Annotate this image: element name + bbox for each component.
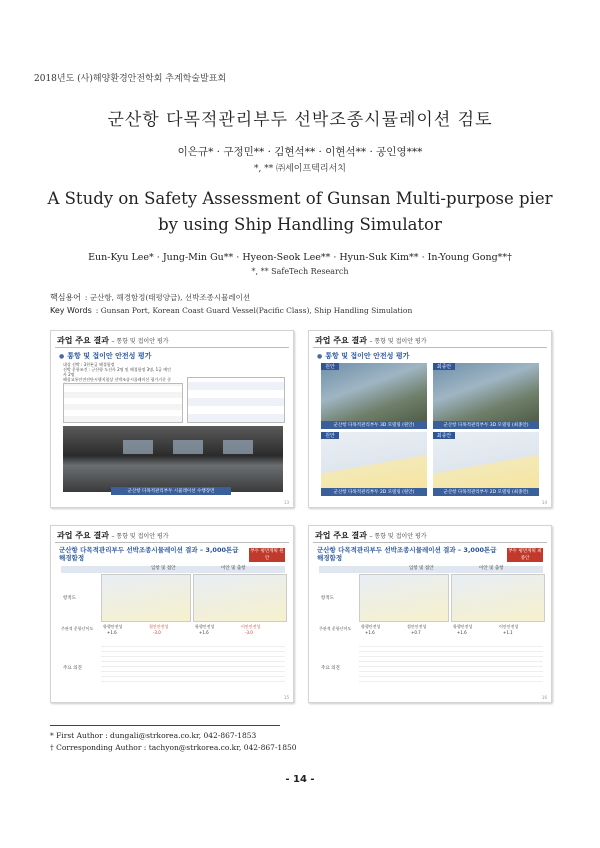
paper-title-english (0, 186, 600, 238)
slide-bullets: 대상 선박 : 3천톤급 해경함정 선박 운항조건 : 군산항 도선사 2명 및 해경함정 3명, 1급 예인사 2명 해상교통안전진단시행지침상 선박조종시뮬레이션 평가기준 준 (63, 362, 172, 382)
2d-model-final: 최종안 (433, 432, 539, 488)
row-label-difficulty: 주관적 운항난이도 (319, 626, 352, 631)
keywords-english (50, 306, 412, 315)
slide-subtitle: 군산항 다목적관리부두 선박조종시뮬레이션 결과 – 3,000톤급 해경함정 (317, 546, 497, 562)
footnote-corresponding-author: † Corresponding Author : tachyon@strkorea.co.kr, 042-867-1850 (50, 743, 297, 752)
row-label-opinion: 주요 의견 (321, 666, 340, 671)
slide-port-modeling: 과업 주요 결과 – 통항 및 접이안 평가 ● 통항 및 접이안 안전성 평가 원안 최종안 군산항 다목적관리부두 3D 모델링 (원안) 군산항 다목적관리부두 3D 모델링 (최종안) 원안 최종안 군산항 다목적관리부두 2D 모델링 (원안) 군산항 다목적관리부두 2D 모델링 (최종안) 14 (308, 330, 552, 508)
track-chart-deberthing (193, 574, 287, 622)
track-chart-deberthing (451, 574, 545, 622)
caption-3d-final: 군산항 다목적관리부두 3D 모델링 (최종안) (433, 421, 539, 429)
keywords-korean-text: : 군산항, 해경함정(태평양급), 선박조종시뮬레이션 (84, 293, 251, 302)
keywords-english-text: : Gunsan Port, Korean Coast Guard Vessel(Pacific Class), Ship Handling Simulation (95, 306, 413, 315)
criteria-table (187, 377, 285, 423)
row-label-track: 항적도 (321, 596, 335, 601)
caption-2d-final: 군산항 다목적관리부두 2D 모델링 (최종안) (433, 488, 539, 496)
slide-subtitle: ● 통항 및 접이안 안전성 평가 (317, 351, 409, 361)
footnote-divider (50, 725, 280, 726)
2d-model-original: 원안 (321, 432, 427, 488)
slide-result-final: 과업 주요 결과 – 통항 및 접이안 평가 군산항 다목적관리부두 선박조종시뮬레이션 결과 – 3,000톤급 해경함정 부두 평면계획 최종안 입항 및 접안 이안 및 출항 항적도 주관적 운항난이도 항행안전성 접안안전성 항행안전성 이안안전성 +1.6 +0.7 +1.6 +1.1 주요 의견 16 (308, 525, 552, 703)
title-en-line1: A Study on Safety Assessment of Gunsan Multi-purpose pier (47, 189, 553, 208)
slide-title: 과업 주요 결과 – 통항 및 접이안 평가 (57, 531, 169, 540)
keywords-korean-label: 핵심용어 (50, 293, 81, 302)
plan-badge: 부두 평면계획 최종안 (508, 549, 542, 561)
row-label-track: 항적도 (63, 596, 77, 601)
conference-header: 2018년도 (사)해양환경안전학회 추계학술발표회 (34, 74, 227, 84)
title-en-line2: by using Ship Handling Simulator (158, 215, 442, 234)
track-chart-berthing (101, 574, 191, 622)
caption-2d-original: 군산항 다목적관리부두 2D 모델링 (원안) (321, 488, 427, 496)
row-label-difficulty: 주관적 운항난이도 (61, 626, 94, 631)
slide-simulation-scene: 과업 주요 결과 – 통항 및 접이안 평가 ● 통항 및 접이안 안전성 평가 대상 선박 : 3천톤급 해경함정 선박 운항조건 : 군산항 도선사 2명 및 해경함정 3명, 1급 예인사 2명 해상교통안전진단시행지침상 선박조종시뮬레이션 평가기준 준 군산항 다목적관리부두 시뮬레이션 수행장면 13 (50, 330, 294, 508)
slide-subtitle: ● 통항 및 접이안 안전성 평가 (59, 351, 151, 361)
caption-3d-original: 군산항 다목적관리부두 3D 모델링 (원안) (321, 421, 427, 429)
evaluation-table (63, 383, 183, 423)
row-label-opinion: 주요 의견 (63, 666, 82, 671)
slide-title: 과업 주요 결과 – 통항 및 접이안 평가 (315, 531, 427, 540)
footnote-first-author: * First Author : dungali@strkorea.co.kr, 042-867-1853 (50, 731, 257, 740)
page-number: - 14 - (285, 774, 315, 785)
paper-title-korean: 군산항 다목적관리부두 선박조종시뮬레이션 검토 (107, 110, 493, 130)
result-table-header: 입항 및 접안 이안 및 출항 (319, 566, 543, 573)
slide-subtitle: 군산항 다목적관리부두 선박조종시뮬레이션 결과 – 3,000톤급 해경함정 (59, 546, 239, 562)
keywords-english-label: Key Words (50, 306, 92, 315)
affiliation-english: *, ** SafeTech Research (251, 267, 349, 276)
authors-english: Eun-Kyu Lee* · Jung-Min Gu** · Hyeon-Seok Lee** · Hyun-Suk Kim** · In-Young Gong**† (88, 252, 512, 263)
3d-model-original: 원안 (321, 363, 427, 421)
authors-korean: 이은규* · 구정민** · 김현석** · 이현석** · 공인영*** (177, 146, 423, 158)
track-chart-berthing (359, 574, 449, 622)
slide-title: 과업 주요 결과 – 통항 및 접이안 평가 (57, 336, 169, 345)
slide-result-original: 과업 주요 결과 – 통항 및 접이안 평가 군산항 다목적관리부두 선박조종시뮬레이션 결과 – 3,000톤급 해경함정 부두 평면계획 원안 입항 및 접안 이안 및 출항 항적도 주관적 운항난이도 항행안전성 접안안전성 항행안전성 이안안전성 +1.6 -3.0 +1.6 -3.0 주요 의견 15 (50, 525, 294, 703)
slide-caption: 군산항 다목적관리부두 시뮬레이션 수행장면 (111, 487, 231, 495)
slide-title: 과업 주요 결과 – 통항 및 접이안 평가 (315, 336, 427, 345)
3d-model-final: 최종안 (433, 363, 539, 421)
opinion-text-block (359, 644, 543, 686)
affiliation-korean: *, ** ㈜세이프텍리서치 (254, 164, 346, 174)
opinion-text-block (101, 644, 285, 686)
plan-badge: 부두 평면계획 원안 (250, 549, 284, 561)
result-table-header: 입항 및 접안 이안 및 출항 (61, 566, 285, 573)
keywords-korean (50, 292, 250, 303)
bridge-simulator-photo (63, 426, 283, 492)
